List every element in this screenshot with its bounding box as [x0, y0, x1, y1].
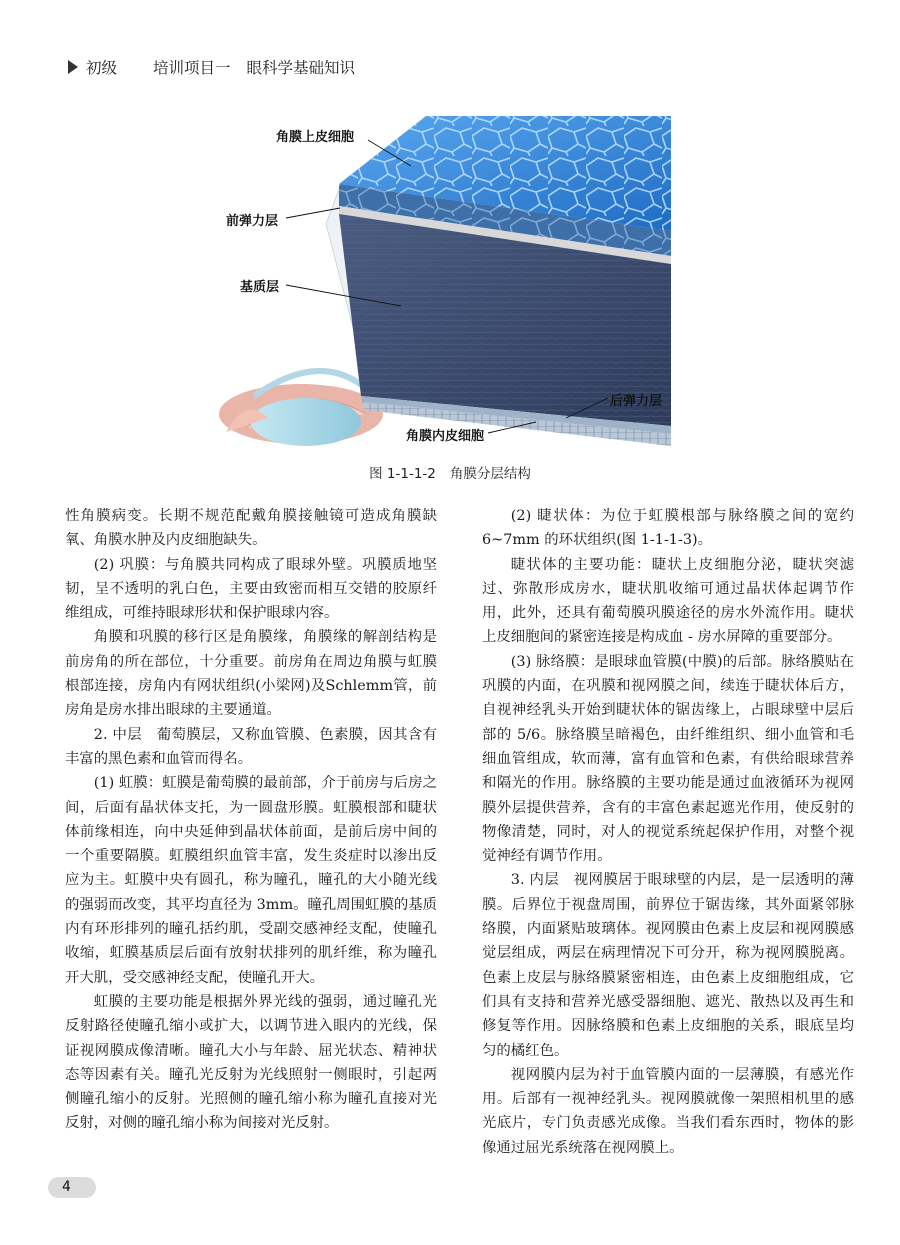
- label-bowman: 前弹力层: [226, 214, 279, 229]
- header-level: 初级: [86, 59, 118, 77]
- left-column: [65, 504, 437, 1136]
- eye-icon: [219, 371, 383, 446]
- paragraph: 睫状体的主要功能：睫状上皮细胞分泌，睫状突滤过、弥散形成房水，睫状肌收缩可通过晶状体起调节作用，此外，还具有葡萄膜巩膜途径的房水外流作用。睫状上皮细胞间的紧密连接是构成血 - 房水屏障的重要部分。: [482, 556, 854, 646]
- label-epithelium: 角膜上皮细胞: [276, 130, 355, 145]
- page-number: 4: [48, 1177, 96, 1198]
- paragraph: 角膜和巩膜的移行区是角膜缘，角膜缘的解剖结构是前房角的所在部位，十分重要。前房角在周边角膜与虹膜根部连接，房角内有网状组织(小梁网)及Schlemm管，前房角是房水排出眼球的主要通道。: [65, 629, 437, 719]
- caption-number: 图 1-1-1-2: [369, 466, 436, 482]
- label-descemet: 后弹力层: [610, 394, 663, 409]
- figure-caption: [0, 462, 900, 482]
- paragraph: 虹膜的主要功能是根据外界光线的强弱，通过瞳孔光反射路径使瞳孔缩小或扩大，以调节进入眼内的光线，保证视网膜成像清晰。瞳孔大小与年龄、屈光状态、精神状态等因素有关。瞳孔光反射为光线照射一侧眼时，引起两侧瞳孔缩小的反射。光照侧的瞳孔缩小称为瞳孔直接对光反射，对侧的瞳孔缩小称为间接对光反射。: [65, 993, 437, 1132]
- triangle-marker-icon: [68, 60, 78, 74]
- paragraph: 2. 中层 葡萄膜层，又称血管膜、色素膜，因其含有丰富的黑色素和血管而得名。: [65, 726, 437, 767]
- header-project: 培训项目一: [153, 59, 231, 77]
- paragraph: (1) 虹膜：虹膜是葡萄膜的最前部，介于前房与后房之间，后面有晶状体支托，为一圆盘形膜。虹膜根部和睫状体前缘相连，向中央延伸到晶状体前面，是前后房中间的一个重要隔膜。虹膜组织血管丰富，发生炎症时以渗出反应为主。虹膜中央有圆孔，称为瞳孔，瞳孔的大小随光线的强弱而改变，其平均直径为 3mm。瞳孔周围虹膜的基质内有环形排列的瞳孔括约肌，受副交感神经支配，使瞳孔收缩，虹膜基质层后面有放射状排列的肌纤维，称为瞳孔开大肌，受交感神经支配，使瞳孔开大。: [65, 775, 438, 986]
- paragraph: 视网膜内层为衬于血管膜内面的一层薄膜，有感光作用。后部有一视神经乳头。视网膜就像一架照相机里的感光底片，专门负责感光成像。当我们看东西时，物体的影像通过屈光系统落在视网膜上。: [482, 1066, 854, 1156]
- paragraph: 性角膜病变。长期不规范配戴角膜接触镜可造成角膜缺氧、角膜水肿及内皮细胞缺失。: [65, 508, 437, 549]
- label-stroma: 基质层: [240, 280, 280, 295]
- paragraph: (3) 脉络膜：是眼球血管膜(中膜)的后部。脉络膜贴在巩膜的内面，在巩膜和视网膜之间，续连于睫状体后方，自视神经乳头开始到睫状体的锯齿缘上，占眼球壁中层后部的 5/6。脉络膜呈暗褐色，由纤维组织、细小血管和毛细血管组成，软而薄，富有血管和色素，有供给眼球营养和隔光的作用。脉络膜的主要功能是通过血液循环为视网膜外层提供营养，含有的丰富色素起遮光作用，使反射的物像清楚，同时，对人的视觉系统起保护作用，对整个视觉神经有调节作用。: [482, 653, 854, 865]
- paragraph: (2) 巩膜：与角膜共同构成了眼球外壁。巩膜质地坚韧，呈不透明的乳白色，主要由致密而相互交错的胶原纤维组成，可维持眼球形状和保护眼球内容。: [65, 556, 437, 622]
- header-subject: 眼科学基础知识: [246, 59, 356, 77]
- label-endothelium: 角膜内皮细胞: [406, 429, 485, 444]
- paragraph: 3. 内层 视网膜居于眼球壁的内层，是一层透明的薄膜。后界位于视盘周围，前界位于锯齿缘，其外面紧邻脉络膜，内面紧贴玻璃体。视网膜由色素上皮层和视网膜感觉层组成，两层在病理情况下可分开，称为视网膜脱离。色素上皮层与脉络膜紧密相连，由色素上皮细胞组成，它们具有支持和营养光感受器细胞、遮光、散热以及再生和修复等作用。因脉络膜和色素上皮细胞的关系，眼底呈均匀的橘红色。: [482, 872, 854, 1059]
- paragraph: (2) 睫状体：为位于虹膜根部与脉络膜之间的宽约 6~7mm 的环状组织(图 1-1-1-3)。: [482, 508, 854, 549]
- caption-title: 角膜分层结构: [449, 466, 531, 482]
- right-column: [482, 504, 854, 1160]
- cornea-layers-figure: [206, 96, 676, 456]
- running-header: [68, 54, 355, 80]
